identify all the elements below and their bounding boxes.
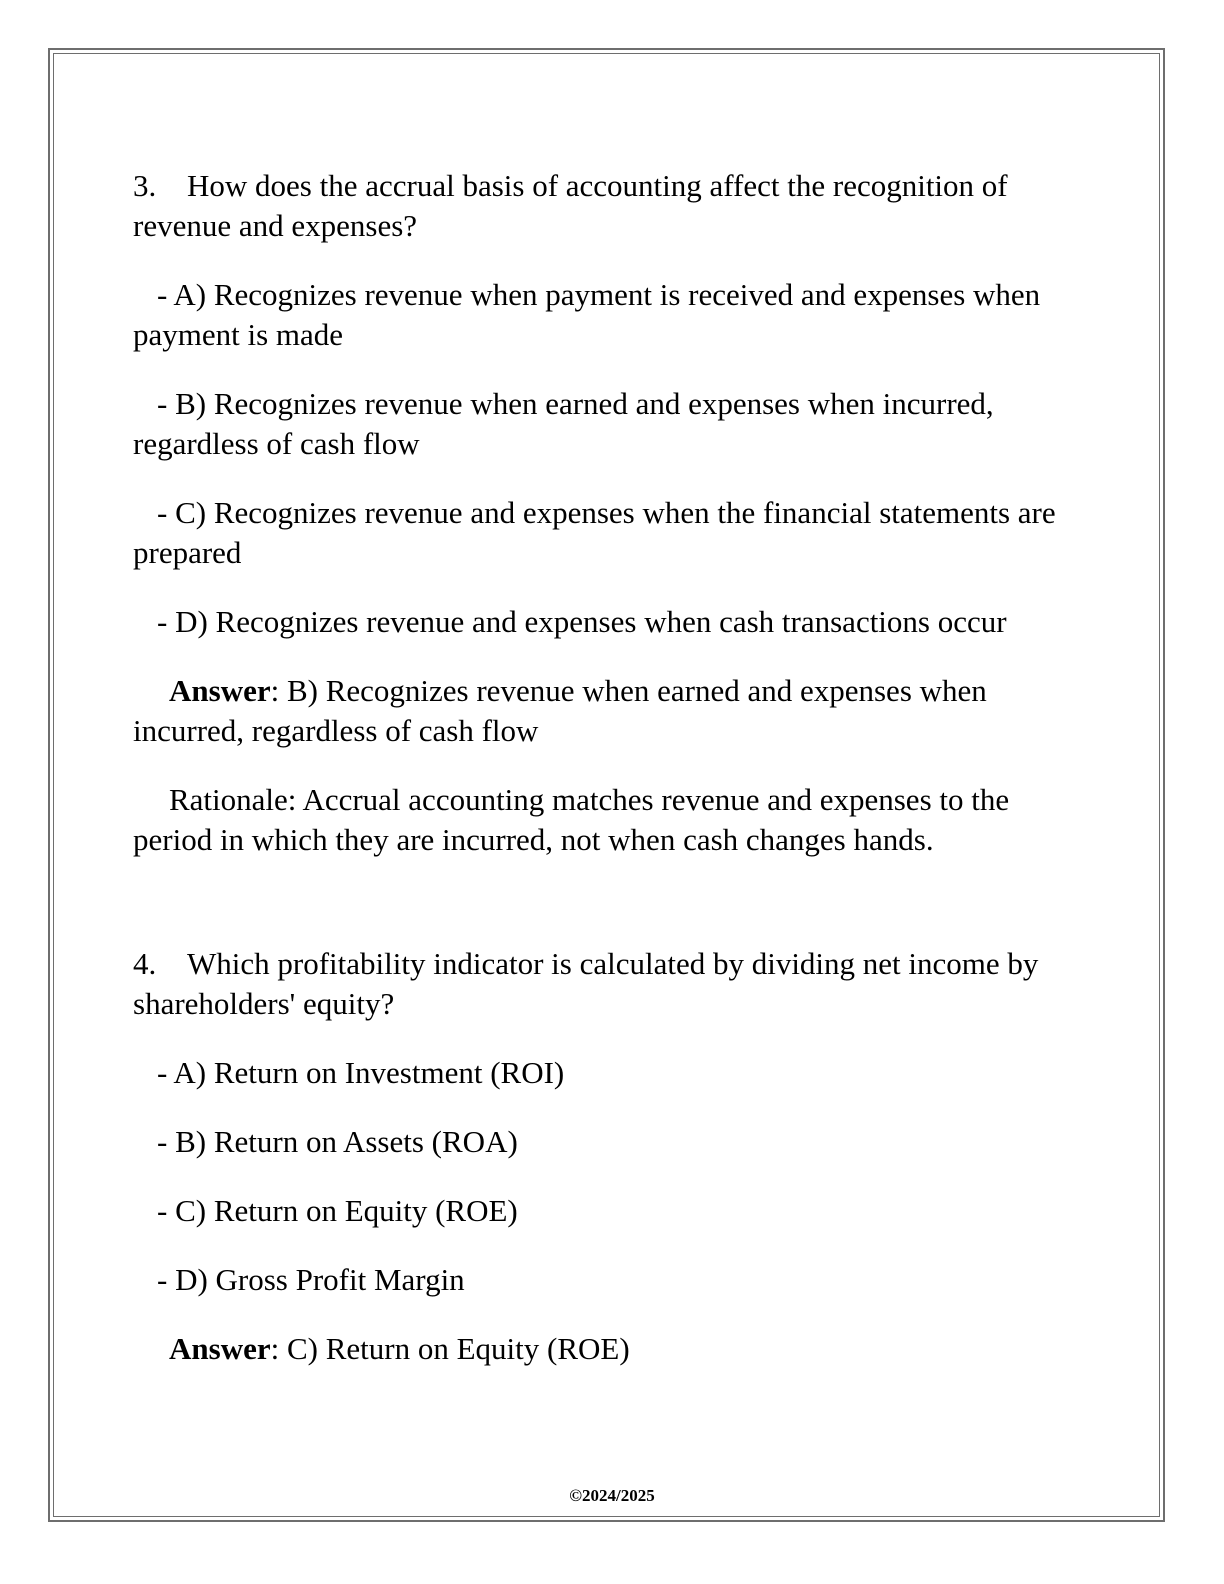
- option-a: - A) Recognizes revenue when payment is received and expenses when payment is made: [133, 277, 1041, 352]
- option-d: - D) Recognizes revenue and expenses when cash transactions occur: [157, 604, 1007, 639]
- question-text: Which profitability indicator is calculated by dividing net income by shareholders' equity?: [133, 946, 1039, 1021]
- option-b: - B) Return on Assets (ROA): [157, 1124, 518, 1159]
- answer: [133, 1329, 1083, 1369]
- option-a: - A) Return on Investment (ROI): [157, 1055, 565, 1090]
- answer-label: Answer: [169, 1331, 271, 1366]
- question-number: 4.: [133, 946, 157, 981]
- document-body: [133, 166, 1083, 1398]
- question-text: How does the accrual basis of accounting affect the recognition of revenue and expenses?: [133, 168, 1008, 243]
- answer-text: : B) Recognizes revenue when earned and expenses when incurred, regardless of cash flow: [133, 673, 987, 748]
- option-c: - C) Recognizes revenue and expenses when the financial statements are prepared: [133, 495, 1056, 570]
- question-number: 3.: [133, 168, 157, 203]
- question-3: [133, 166, 1083, 246]
- rationale: Rationale: Accrual accounting matches revenue and expenses to the period in which they are incurred, not when cash changes hands.: [133, 782, 1010, 857]
- option-c: - C) Return on Equity (ROE): [157, 1193, 518, 1228]
- copyright-footer: ©2024/2025: [569, 1486, 655, 1505]
- option-d: - D) Gross Profit Margin: [157, 1262, 465, 1297]
- question-4: [133, 944, 1083, 1024]
- answer-label: Answer: [169, 673, 271, 708]
- answer-text: : C) Return on Equity (ROE): [270, 1331, 630, 1366]
- option-b: - B) Recognizes revenue when earned and expenses when incurred, regardless of cash flow: [133, 386, 994, 461]
- answer: [133, 671, 1083, 751]
